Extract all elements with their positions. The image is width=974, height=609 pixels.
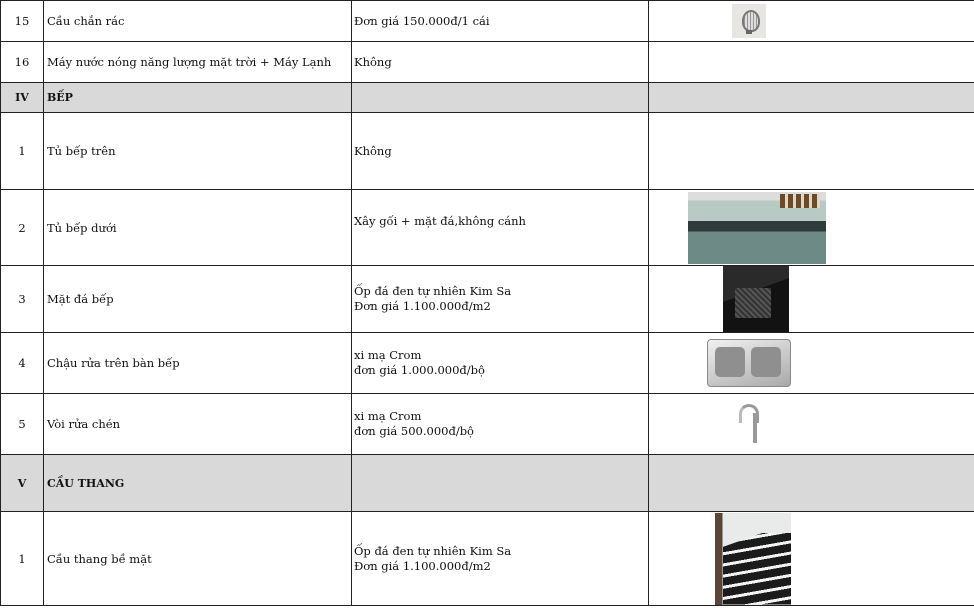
- description-line: Không: [354, 54, 392, 69]
- stairs-photo: [715, 513, 791, 605]
- table-row: [1, 333, 974, 394]
- table-row: [1, 113, 974, 190]
- row-number: 3: [1, 266, 44, 333]
- description-line: Ốp đá đen tự nhiên Kim Sa: [354, 284, 512, 298]
- item-image-cell: [649, 394, 974, 455]
- strainer-photo: [732, 4, 766, 38]
- table-row: [1, 1, 974, 42]
- description-line: xi mạ Crom: [354, 409, 422, 423]
- description-line: đơn giá 500.000đ/bộ: [354, 424, 474, 438]
- table-row: [1, 266, 974, 333]
- kitchen-counter-photo: [688, 192, 826, 264]
- description-line: xi mạ Crom: [354, 348, 422, 362]
- description-line: Đơn giá 150.000đ/1 cái: [354, 13, 490, 28]
- row-number: 1: [1, 113, 44, 190]
- item-image-cell: [649, 42, 974, 83]
- item-name: Máy nước nóng năng lượng mặt trời + Máy Lạnh: [44, 42, 352, 83]
- section-number: IV: [1, 83, 44, 113]
- section-title: CẦU THANG: [44, 455, 352, 512]
- item-name: Tủ bếp dưới: [44, 190, 352, 266]
- row-number: 15: [1, 1, 44, 42]
- item-image-cell: [649, 512, 974, 606]
- item-description: [352, 512, 649, 606]
- item-description: [352, 394, 649, 455]
- description-line: Xây gối + mặt đá,không cánh: [354, 214, 526, 228]
- row-number: 4: [1, 333, 44, 394]
- item-name: Tủ bếp trên: [44, 113, 352, 190]
- section-blank: [352, 455, 649, 512]
- row-number: 2: [1, 190, 44, 266]
- table-row: [1, 512, 974, 606]
- row-number: 16: [1, 42, 44, 83]
- description-line: Không: [354, 143, 392, 158]
- item-description: [352, 333, 649, 394]
- item-name: Cầu thang bề mặt: [44, 512, 352, 606]
- item-name: Cầu chắn rác: [44, 1, 352, 42]
- description-line: đơn giá 1.000.000đ/bộ: [354, 363, 485, 377]
- section-blank: [649, 455, 974, 512]
- item-image-cell: [649, 113, 974, 190]
- black-stone-photo: [723, 266, 789, 332]
- item-description: [352, 266, 649, 333]
- item-description: [352, 190, 649, 266]
- section-blank: [649, 83, 974, 113]
- item-name: Vòi rửa chén: [44, 394, 352, 455]
- item-image-cell: [649, 333, 974, 394]
- section-header-row: [1, 455, 974, 512]
- item-image-cell: [649, 1, 974, 42]
- section-blank: [352, 83, 649, 113]
- sink-photo: [705, 337, 793, 389]
- item-description: [352, 113, 649, 190]
- row-number: 1: [1, 512, 44, 606]
- section-title: BẾP: [44, 83, 352, 113]
- description-line: Đơn giá 1.100.000đ/m2: [354, 558, 491, 573]
- section-number: V: [1, 455, 44, 512]
- item-name: Mặt đá bếp: [44, 266, 352, 333]
- description-line: Ốp đá đen tự nhiên Kim Sa: [354, 543, 512, 558]
- description-line: Đơn giá 1.100.000đ/m2: [354, 299, 491, 313]
- section-header-row: [1, 83, 974, 113]
- table-row: [1, 394, 974, 455]
- table-row: [1, 42, 974, 83]
- item-name: Chậu rửa trên bàn bếp: [44, 333, 352, 394]
- row-number: 5: [1, 394, 44, 455]
- item-image-cell: [649, 266, 974, 333]
- item-image-cell: [649, 190, 974, 266]
- faucet-photo: [734, 401, 768, 447]
- item-description: [352, 42, 649, 83]
- item-description: [352, 1, 649, 42]
- table-row: [1, 190, 974, 266]
